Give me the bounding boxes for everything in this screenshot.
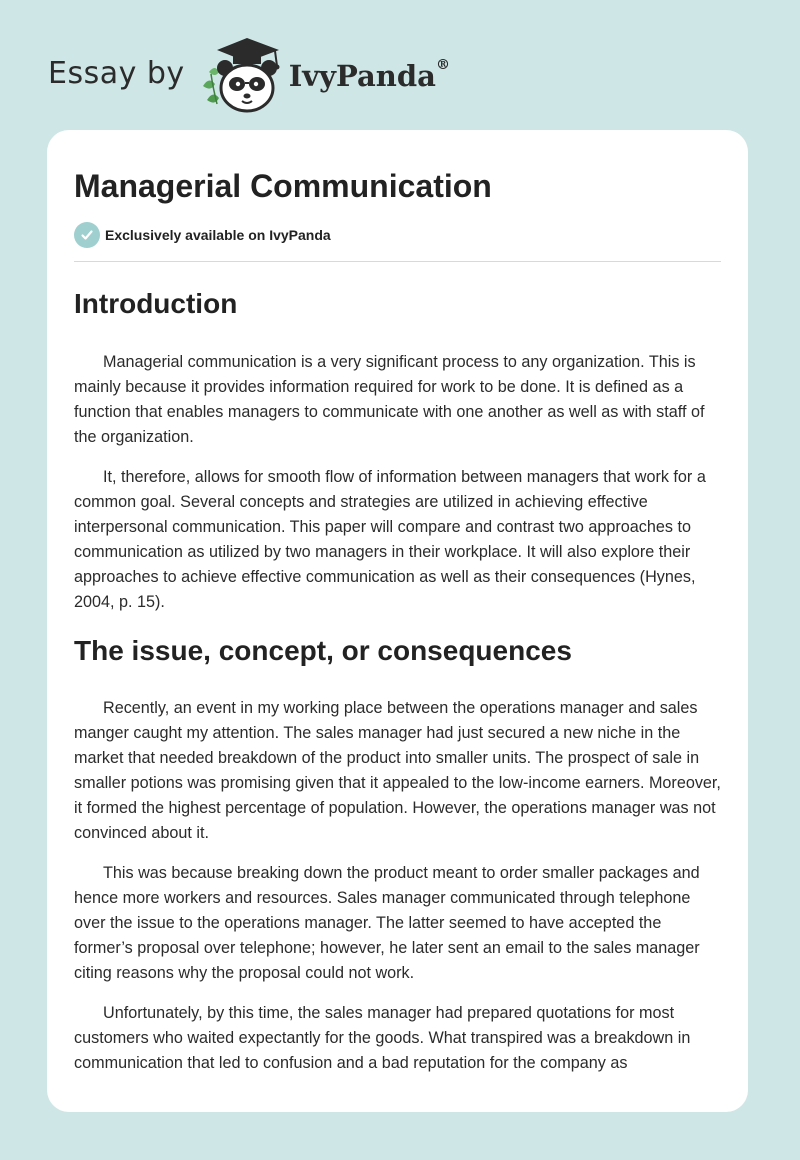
badge-text: Exclusively available on IvyPanda [105,227,331,243]
paragraph: It, therefore, allows for smooth flow of information between managers that work for a common goal. Several concepts and strategies are utilized in achieving effective interpersonal communication. This paper will compare and contrast two approaches to communication as utilized by two managers in their workplace. It will also explore their approaches to achieve effective communication as well as their consequences (Hynes, 2004, p. 15). [74,468,706,611]
paragraph: Unfortunately, by this time, the sales manager had prepared quotations for most customers who waited expectantly for the goods. What transpired was a breakdown in communication that led to confusion and a bad reputation for the company as [74,1004,691,1072]
divider [74,261,721,262]
brand-name[interactable] [289,59,450,93]
site-header [48,34,450,114]
essay-by-label: Essay by [48,56,185,91]
registered-mark: ® [435,57,450,74]
brand-text: IvyPanda [288,59,436,93]
section-heading: Introduction [74,288,238,319]
paragraph: This was because breaking down the product meant to order smaller packages and hence more workers and resources. Sales manager communicated through telephone over the issue to the operations manager. The latter seemed to have accepted the former’s proposal over telephone; however, he later sent an email to the sales manager citing reasons why the proposal could not work. [74,864,700,982]
page-title: Managerial Communication [74,168,492,204]
paragraph: Managerial communication is a very significant process to any organization. This is mainly because it provides information required for work to be done. It is defined as a function that enables managers to communicate with one another as well as with staff of the organization. [74,353,705,446]
panda-logo-icon[interactable] [197,34,285,114]
exclusive-badge [74,222,721,248]
paragraph: Recently, an event in my working place between the operations manager and sales manger caught my attention. The sales manager had just secured a new niche in the market that needed breakdown of the product into smaller units. The prospect of sale in smaller potions was promising given that it appealed to the low-income earners. Moreover, it formed the highest percentage of population. However, the operations manager was not convinced about it. [74,699,721,842]
section-heading: The issue, concept, or consequences [74,635,572,666]
essay-card [47,130,748,1112]
check-icon [74,222,100,248]
